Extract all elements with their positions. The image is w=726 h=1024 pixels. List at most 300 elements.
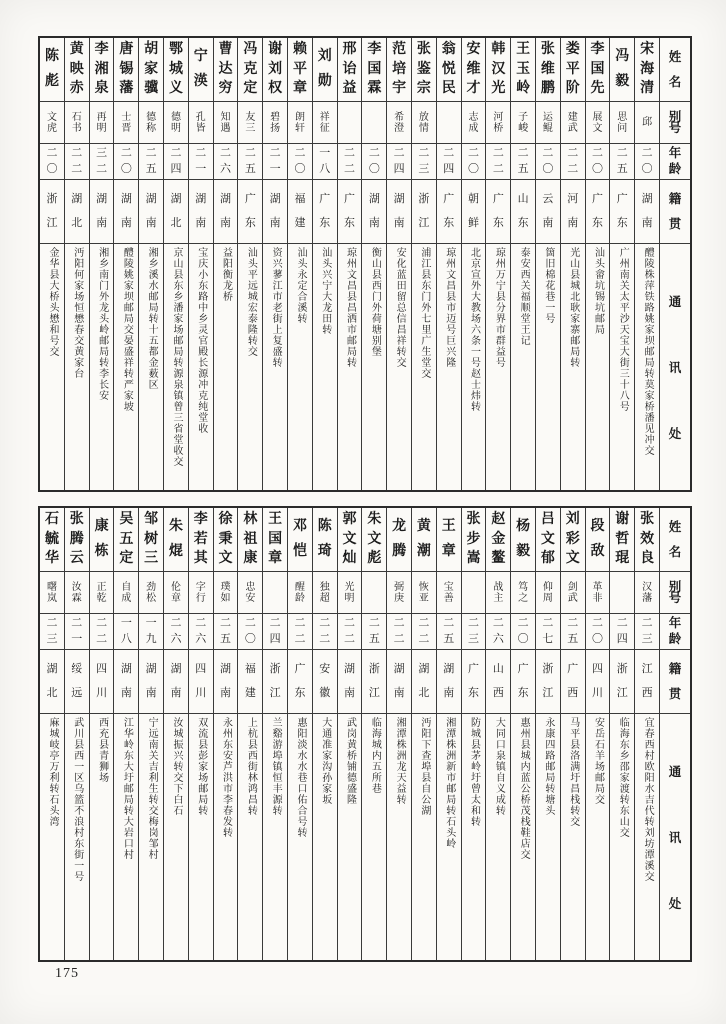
entry-address-text: 宜春西村欧阳水吉代转刘坊潭溪交 <box>642 717 654 882</box>
entry-native-place <box>561 180 585 244</box>
entry-name <box>635 508 659 572</box>
entry-age <box>561 614 585 650</box>
entry-alias <box>437 102 461 144</box>
entry-address-text: 金华县大桥头懋和号交 <box>46 247 58 357</box>
entry-name-char: 穷 <box>218 80 233 96</box>
entry-native-place <box>288 180 312 244</box>
entry-name <box>486 508 510 572</box>
entry-name <box>561 508 585 572</box>
entry-address <box>313 714 337 960</box>
entry-column <box>189 38 214 490</box>
entry-address <box>586 244 610 490</box>
entry-address <box>90 714 114 960</box>
entry-alias-char: 战 <box>493 581 504 593</box>
entry-age-char: 四 <box>269 632 281 645</box>
entry-alias <box>40 102 64 144</box>
entry-name <box>362 508 386 572</box>
entry-address <box>114 714 138 960</box>
entry-alias-char: 皆 <box>195 122 206 134</box>
entry-column <box>65 508 90 960</box>
entry-address <box>635 244 659 490</box>
entry-address-text: 沔阳何家场恒懋春交黄家台 <box>71 247 83 379</box>
entry-alias-char: 乾 <box>96 592 107 604</box>
entry-name-char: 段 <box>590 518 605 534</box>
entry-alias-char: 知 <box>220 111 231 123</box>
entry-address <box>437 714 461 960</box>
entry-alias-char: 扬 <box>270 122 281 134</box>
entry-age-char: 二 <box>492 162 504 175</box>
entry-alias-char: 德 <box>170 111 181 123</box>
entry-name <box>635 38 659 102</box>
entry-alias <box>437 572 461 614</box>
entry-name-char: 龙 <box>392 518 407 534</box>
entry-age-char: 二 <box>567 162 579 175</box>
entry-address-text: 永州东安芦洪市李春发转 <box>220 717 232 838</box>
entry-alias <box>462 572 486 614</box>
entry-name <box>40 508 64 572</box>
entry-alias-char: 河 <box>493 111 504 123</box>
entry-alias-char: 龄 <box>294 592 305 604</box>
entry-alias <box>189 102 213 144</box>
entry-address-text: 湘潭株洲新市邮局转石头岭 <box>443 717 455 849</box>
entry-name <box>238 508 262 572</box>
entry-name-char: 其 <box>193 550 208 566</box>
entry-name <box>511 38 535 102</box>
entry-native-place-char: 南 <box>368 217 380 230</box>
entry-column <box>561 508 586 960</box>
entry-alias-char: 藩 <box>642 592 653 604</box>
entry-age-char: 三 <box>96 147 108 160</box>
header-native-place <box>660 650 690 714</box>
entry-age-char: 二 <box>344 632 356 645</box>
entry-alias-char: 善 <box>443 592 454 604</box>
entry-address <box>114 244 138 490</box>
entry-age-char: 三 <box>46 632 58 645</box>
entry-native-place <box>437 180 461 244</box>
entry-alias <box>511 572 535 614</box>
entry-native-place <box>114 180 138 244</box>
entry-name-char: 朱 <box>168 518 183 534</box>
entry-name-char: 敌 <box>590 544 605 560</box>
entry-alias <box>586 102 610 144</box>
entry-age-char: 二 <box>592 147 603 160</box>
entry-age <box>90 144 114 180</box>
header-alias-char: 别 <box>668 579 682 594</box>
entry-name-char: 华 <box>44 550 59 566</box>
entry-alias <box>313 102 337 144</box>
entry-address <box>189 714 213 960</box>
entry-name-char: 三 <box>144 550 159 566</box>
entry-address-text: 浦江县东门外七里广生堂交 <box>418 247 430 379</box>
entry-column <box>437 38 462 490</box>
entry-native-place <box>586 180 610 244</box>
entry-alias-char: 澄 <box>394 122 405 134</box>
entry-name-char: 刘 <box>268 61 283 77</box>
entry-name <box>139 38 163 102</box>
entry-age <box>635 144 659 180</box>
entry-native-place-char: 东 <box>517 217 529 230</box>
entry-name <box>90 38 114 102</box>
entry-name-char: 五 <box>119 531 134 547</box>
entry-name-char: 文 <box>218 550 233 566</box>
entry-age-char: 七 <box>542 632 554 645</box>
entry-name-char: 国 <box>268 531 283 547</box>
entry-native-place <box>338 180 362 244</box>
entry-address-text: 永康四路邮局转塘头 <box>542 717 554 816</box>
entry-age-char: 二 <box>244 617 256 630</box>
entry-address <box>214 244 238 490</box>
directory-table-bottom <box>38 506 692 962</box>
entry-native-place-char: 安 <box>319 662 331 675</box>
entry-address <box>511 714 535 960</box>
entry-age-char: 二 <box>71 617 83 630</box>
entry-name-char: 黄 <box>69 42 84 58</box>
entry-address-text: 汕头永定合溪转 <box>294 247 306 324</box>
entry-name-char: 焜 <box>168 544 183 560</box>
entry-alias <box>412 572 436 614</box>
entry-native-place <box>288 650 312 714</box>
header-column <box>660 508 690 960</box>
entry-alias-char: 行 <box>195 592 206 604</box>
entry-native-place-char: 湖 <box>393 192 405 205</box>
entry-alias <box>338 102 362 144</box>
header-address-char: 处 <box>668 897 682 911</box>
entry-native-place-char: 东 <box>517 687 529 700</box>
header-name <box>660 508 690 572</box>
entry-address <box>338 244 362 490</box>
entry-name <box>437 38 461 102</box>
header-alias <box>660 572 690 614</box>
entry-name-char: 平 <box>565 61 580 77</box>
entry-age-char: 二 <box>393 632 405 645</box>
entry-name-char: 海 <box>640 61 655 77</box>
entry-native-place-char: 绥 <box>71 662 83 675</box>
header-native-place-char: 籍 <box>668 191 682 206</box>
entry-age-char: 二 <box>468 617 480 630</box>
entry-alias <box>263 102 287 144</box>
entry-address <box>362 714 386 960</box>
entry-age-char: 五 <box>517 162 529 175</box>
entry-alias <box>214 572 238 614</box>
entry-address <box>139 244 163 490</box>
entry-address-text: 麻城岐亭万利转石头湾 <box>46 717 58 827</box>
entry-age <box>164 614 188 650</box>
entry-address-text: 汕头平远城宏泰隆转交 <box>245 247 257 357</box>
entry-address-text: 泰安西关福顺堂王记 <box>518 247 530 346</box>
entry-age-char: 二 <box>96 632 108 645</box>
entry-column <box>288 508 313 960</box>
entry-age <box>65 144 89 180</box>
entry-native-place-char: 浙 <box>368 662 380 675</box>
entry-native-place-char: 广 <box>492 192 504 205</box>
entry-alias <box>214 102 238 144</box>
entry-name-char: 平 <box>292 61 307 77</box>
entry-alias-char: 思 <box>617 111 628 123</box>
entry-name-char: 文 <box>367 531 382 547</box>
entry-address-text: 大通准家沟孙家坂 <box>319 717 331 805</box>
entry-age-char: 二 <box>567 147 579 160</box>
entry-native-place-char: 湖 <box>195 192 207 205</box>
entry-alias-char: 成 <box>121 592 132 604</box>
entry-name-char: 民 <box>441 80 456 96</box>
entry-address-text: 江华岭东大圩邮局转大岩口村 <box>121 717 133 860</box>
entry-age <box>462 144 486 180</box>
entry-name-char: 权 <box>268 80 283 96</box>
entry-native-place-char: 湖 <box>269 192 281 205</box>
entry-native-place <box>164 180 188 244</box>
entry-alias-char: 霖 <box>71 592 82 604</box>
entry-address-text: 光山县城北耿家寨邮局转 <box>567 247 579 368</box>
header-native-place-char: 贯 <box>668 686 682 701</box>
entry-alias-char: 石 <box>71 111 82 123</box>
entry-age-char: 四 <box>170 162 182 175</box>
entry-native-place <box>313 180 337 244</box>
entry-age <box>338 614 362 650</box>
entry-name-char: 才 <box>466 80 481 96</box>
entry-age-char: 二 <box>46 147 58 160</box>
entry-address-text: 湘潭株洲龙天益转 <box>394 717 406 805</box>
entry-native-place <box>486 180 510 244</box>
entry-address-text: 琼州文昌县市迈号巨兴隆 <box>443 247 455 368</box>
entry-native-place-char: 朝 <box>468 192 480 205</box>
entry-column <box>536 508 561 960</box>
entry-age <box>486 144 510 180</box>
entry-alias-char: 庚 <box>394 592 405 604</box>
entry-alias <box>139 572 163 614</box>
header-address-char: 讯 <box>668 831 682 845</box>
entry-name <box>288 508 312 572</box>
entry-age-char: 五 <box>244 162 256 175</box>
entry-name <box>288 38 312 102</box>
entry-name-char: 章 <box>441 544 456 560</box>
entry-native-place-char: 广 <box>319 192 331 205</box>
entry-age <box>40 144 64 180</box>
entry-address-text: 湘乡溪水邮局转十五都金薮区 <box>146 247 158 390</box>
entry-name-char: 藩 <box>119 80 134 96</box>
entry-name-char: 维 <box>466 61 481 77</box>
entry-alias-char: 非 <box>592 592 603 604</box>
entry-native-place-char: 江 <box>542 687 554 700</box>
entry-name <box>561 38 585 102</box>
entry-name-char: 康 <box>243 550 258 566</box>
entry-native-place-char: 江 <box>269 687 281 700</box>
entry-address <box>263 714 287 960</box>
entry-age-char: 五 <box>145 162 157 175</box>
entry-age-char: 二 <box>344 617 356 630</box>
entry-name-char: 冯 <box>243 42 258 58</box>
entry-age-char: 二 <box>542 147 554 160</box>
entry-column <box>511 38 536 490</box>
entry-age-char: 一 <box>120 617 132 630</box>
entry-age-char: 八 <box>120 632 132 645</box>
entry-age <box>214 614 238 650</box>
entry-native-place <box>412 180 436 244</box>
entry-address <box>561 244 585 490</box>
entry-age-char: 二 <box>195 147 207 160</box>
entry-address <box>263 244 287 490</box>
entry-alias-char: 称 <box>146 122 157 134</box>
entry-alias-char: 亚 <box>418 592 429 604</box>
entry-alias-char: 明 <box>344 592 355 604</box>
entry-age-char: 二 <box>567 617 579 630</box>
entry-age-char: 一 <box>319 147 331 160</box>
header-name-char: 姓 <box>668 519 682 534</box>
entry-address-text: 兰谿游埠镇恒丰源转 <box>270 717 282 816</box>
entry-native-place-char: 南 <box>170 687 182 700</box>
entry-name <box>462 38 486 102</box>
entry-column <box>164 38 189 490</box>
entry-name <box>437 508 461 572</box>
entry-age-char: 二 <box>368 147 380 160</box>
entry-age <box>462 614 486 650</box>
entry-address-text: 京山县东乡潘家场邮局转源泉镇曾三省堂收交 <box>170 247 182 467</box>
entry-age <box>114 144 138 180</box>
entry-age <box>114 614 138 650</box>
entry-name-char: 王 <box>516 42 531 58</box>
entry-name-char: 汉 <box>491 61 506 77</box>
entry-name <box>610 38 634 102</box>
entry-address-text: 上杭县西街林鸿昌转 <box>245 717 257 816</box>
entry-alias-char: 仰 <box>542 581 553 593</box>
entry-address-text: 汝城振兴转交下白石 <box>170 717 182 816</box>
entry-age-char: 四 <box>616 632 628 645</box>
entry-name-char: 树 <box>144 531 159 547</box>
entry-name <box>387 508 411 572</box>
entry-address-text: 益阳衡龙桥 <box>220 247 232 302</box>
entry-address <box>189 244 213 490</box>
entry-native-place-char: 南 <box>542 217 554 230</box>
entry-name-char: 李 <box>94 42 109 58</box>
header-age-char: 年 <box>668 616 682 631</box>
entry-column <box>40 508 65 960</box>
entry-alias-char: 孔 <box>195 111 206 123</box>
entry-column <box>90 38 115 490</box>
entry-age <box>486 614 510 650</box>
entry-alias-char: 志 <box>468 111 479 123</box>
entry-age <box>40 614 64 650</box>
directory-table-top <box>38 36 692 492</box>
entry-alias <box>164 102 188 144</box>
entry-name-char: 金 <box>491 531 506 547</box>
entry-alias <box>635 102 659 144</box>
entry-address <box>313 244 337 490</box>
entry-name <box>536 508 560 572</box>
entry-alias-char: 征 <box>319 122 330 134</box>
entry-name-char: 彪 <box>44 74 59 90</box>
entry-age-char: 五 <box>443 632 455 645</box>
entry-name-char: 杨 <box>516 518 531 534</box>
entry-native-place-char: 建 <box>244 687 256 700</box>
entry-column <box>635 508 660 960</box>
entry-address-text: 箇旧棉花巷一号 <box>542 247 554 324</box>
header-address-char: 处 <box>668 427 682 441</box>
entry-alias <box>288 572 312 614</box>
entry-age-char: 二 <box>195 617 207 630</box>
entry-name-char: 邓 <box>292 518 307 534</box>
entry-age-char: 一 <box>71 632 83 645</box>
entry-native-place-char: 湖 <box>368 192 380 205</box>
entry-native-place-char: 鲜 <box>468 217 480 230</box>
page-number: 175 <box>55 966 79 981</box>
entry-name-char: 维 <box>540 61 555 77</box>
entry-name <box>586 508 610 572</box>
entry-age-char: 六 <box>492 632 504 645</box>
entry-age-char: 五 <box>567 632 579 645</box>
entry-name-char: 琨 <box>615 550 630 566</box>
entry-native-place <box>536 650 560 714</box>
entry-alias-char: 桥 <box>493 122 504 134</box>
entry-name-char: 阶 <box>565 80 580 96</box>
entry-native-place-char: 建 <box>294 217 306 230</box>
entry-native-place <box>561 650 585 714</box>
entry-address <box>486 714 510 960</box>
entry-name <box>362 38 386 102</box>
entry-age <box>586 144 610 180</box>
entry-native-place-char: 北 <box>71 217 83 230</box>
entry-age-char: 三 <box>418 162 430 175</box>
entry-age-char: 三 <box>641 632 653 645</box>
entry-name-char: 刘 <box>565 512 580 528</box>
entry-name-char: 达 <box>218 61 233 77</box>
header-name <box>660 38 690 102</box>
entry-alias-char: 再 <box>96 111 107 123</box>
entry-age <box>263 144 287 180</box>
entry-name-char: 翁 <box>441 42 456 58</box>
entry-column <box>214 38 239 490</box>
entry-alias <box>238 572 262 614</box>
entry-column <box>40 38 65 490</box>
entry-name-char: 刘 <box>317 48 332 64</box>
entry-age <box>90 614 114 650</box>
entry-name-char: 邹 <box>144 512 159 528</box>
entry-age-char: 〇 <box>592 632 603 645</box>
entry-name-char: 康 <box>94 518 109 534</box>
entry-address <box>164 244 188 490</box>
entry-alias-char: 松 <box>146 592 157 604</box>
entry-age-char: 二 <box>616 147 628 160</box>
entry-alias-char: 宝 <box>443 581 454 593</box>
header-age-char: 年 <box>668 146 682 161</box>
entry-address <box>635 714 659 960</box>
entry-age-char: 〇 <box>368 162 380 175</box>
header-address-char: 通 <box>668 295 682 309</box>
entry-native-place-char: 南 <box>344 687 356 700</box>
entry-age-char: 三 <box>468 632 480 645</box>
entry-native-place <box>65 650 89 714</box>
entry-name <box>536 38 560 102</box>
entry-alias-char: 醒 <box>294 581 305 593</box>
entry-name-char: 李 <box>367 42 382 58</box>
entry-name <box>610 508 634 572</box>
entry-alias-char: 独 <box>319 581 330 593</box>
entry-name <box>164 38 188 102</box>
entry-age-char: 一 <box>269 162 281 175</box>
entry-address <box>65 244 89 490</box>
entry-name-char: 玉 <box>516 61 531 77</box>
entry-name-char: 宋 <box>640 42 655 58</box>
entry-native-place-char: 湖 <box>418 662 430 675</box>
entry-age-char: 二 <box>616 617 628 630</box>
entry-name-char: 张 <box>69 512 84 528</box>
entry-native-place-char: 广 <box>468 662 480 675</box>
entry-address-text: 马平县洛满圩昌栈转交 <box>567 717 579 827</box>
entry-name-char: 谢 <box>615 512 630 528</box>
entry-native-place-char: 广 <box>517 662 529 675</box>
entry-address <box>238 244 262 490</box>
entry-column <box>114 508 139 960</box>
entry-alias-char: 主 <box>493 592 504 604</box>
entry-alias-char: 希 <box>394 111 405 123</box>
